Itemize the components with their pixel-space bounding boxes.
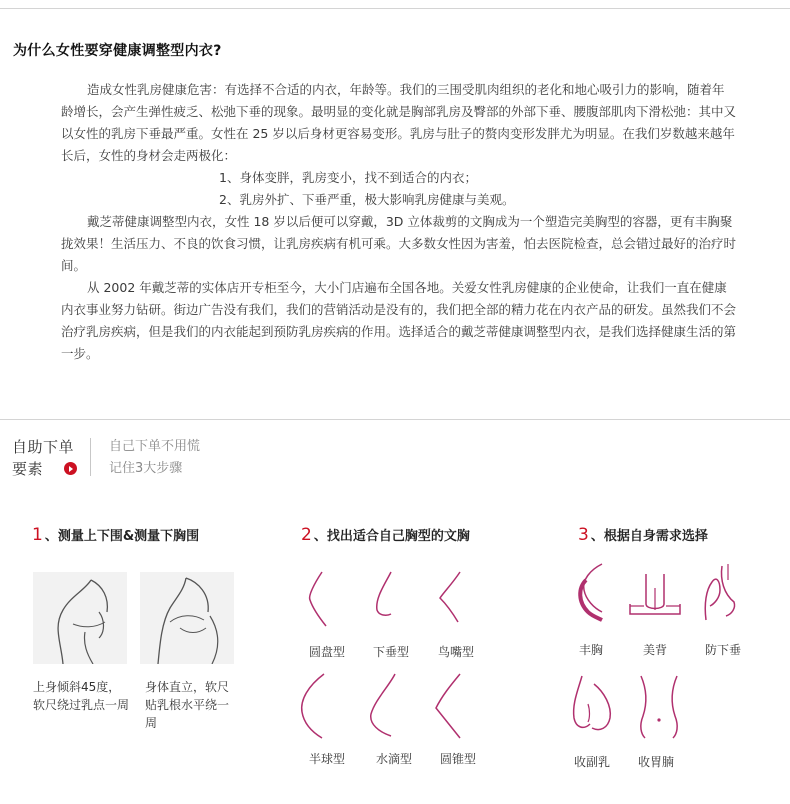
measure-underbust-photo <box>140 572 234 664</box>
waist-tummy-icon <box>633 674 685 740</box>
need-label-enhance: 丰胸 <box>578 643 603 657</box>
need-label-tummy: 收胃腩 <box>637 755 674 769</box>
shape-label-drooping: 下垂型 <box>372 645 409 659</box>
step-3-label: 、根据自身需求选择 <box>590 529 708 544</box>
list-item-2: 2、乳房外扩、下垂严重，极大影响乳房健康与美观。 <box>219 192 515 207</box>
anti-sagging-icon <box>698 560 742 624</box>
order-heading <box>12 436 74 480</box>
shape-label-teardrop: 水滴型 <box>375 752 412 766</box>
enhance-bust-icon <box>572 560 612 624</box>
top-divider <box>0 8 790 9</box>
step-2-title <box>301 525 470 545</box>
article-body <box>61 79 736 365</box>
order-title-line-1: 自助下单 <box>12 438 75 456</box>
round-disc-shape-icon <box>300 570 340 630</box>
shape-label-cone: 圆锥型 <box>439 752 476 766</box>
hemisphere-shape-icon <box>296 672 336 742</box>
drooping-shape-icon <box>365 570 405 630</box>
order-subtitle <box>109 436 200 480</box>
teardrop-shape-icon <box>365 672 405 742</box>
need-label-anti-sagging: 防下垂 <box>704 643 741 657</box>
order-subtitle-line-2: 记住3大步骤 <box>109 461 183 476</box>
shape-label-round-disc: 圆盘型 <box>308 645 345 659</box>
list-item-1: 1、身体变胖，乳房变小，找不到适合的内衣； <box>219 170 477 185</box>
shape-label-beak: 鸟嘴型 <box>437 645 474 659</box>
step-1-label: 、测量上下围&测量下胸围 <box>44 529 200 544</box>
caption-measure-bust: 上身倾斜45度，软尺绕过乳点一周 <box>33 680 130 712</box>
step-1-title <box>32 525 199 545</box>
section-title: 为什么女性要穿健康调整型内衣? <box>13 43 222 59</box>
article-paragraph-1: 造成女性乳房健康危害：有选择不合适的内衣，年龄等。我们的三围受肌肉组织的老化和地心吸引力的影响，随着年龄增长，会产生弹性疲乏、松弛下垂的现象。最明显的变化就是胸部乳房及臀部的外部下垂、腰腹部肌肉下滑松弛：其中又以女性的乳房下垂最严重。女性在 25 岁以后身材更容易变形。乳房与肚子的赘肉变形发胖尤为明显。在我们岁数越来越年长后，女性的身材会走两极化： <box>61 82 737 163</box>
order-title-line-2: 要素 <box>12 460 44 478</box>
need-label-side-fat: 收副乳 <box>573 755 610 769</box>
shape-label-hemisphere: 半球型 <box>308 752 345 766</box>
back-shaping-icon <box>628 570 682 620</box>
beak-shape-icon <box>430 570 470 630</box>
cone-shape-icon <box>430 672 470 742</box>
order-subtitle-line-1: 自己下单不用慌 <box>109 439 201 454</box>
article-paragraph-2: 戴芝蒂健康调整型内衣，女性 18 岁以后便可以穿戴，3D 立体裁剪的文胸成为一个塑造完美胸型的容器，更有丰胸聚拢效果！生活压力、不良的饮食习惯，让乳房疾病有机可乘。大多数女性因为害羞，怕去医院检查，总会错过最好的治疗时间。 <box>61 214 737 273</box>
play-icon <box>64 462 77 475</box>
step-3-title <box>578 525 708 545</box>
section-divider <box>0 419 790 420</box>
step-2-label: 、找出适合自己胸型的文胸 <box>313 529 470 544</box>
step-2-number: 2 <box>301 525 312 545</box>
step-3-number: 3 <box>578 525 589 545</box>
need-label-back: 美背 <box>642 643 667 657</box>
step-1-number: 1 <box>32 525 43 545</box>
measure-bust-photo <box>33 572 127 664</box>
side-fat-icon <box>568 674 618 740</box>
heading-vertical-divider <box>90 438 91 476</box>
caption-measure-underbust: 身体直立，软尺贴乳根水平绕一周 <box>145 680 230 730</box>
article-paragraph-3: 从 2002 年戴芝蒂的实体店开专柜至今，大小门店遍布全国各地。关爱女性乳房健康的企业使命，让我们一直在健康内衣事业努力钻研。街边广告没有我们，我们的营销活动是没有的，我们把全部的精力花在内衣产品的研发。虽然我们不会治疗乳房疾病，但是我们的内衣能起到预防乳房疾病的作用。选择适合的戴芝蒂健康调整型内衣，是我们选择健康生活的第一步。 <box>61 280 737 361</box>
